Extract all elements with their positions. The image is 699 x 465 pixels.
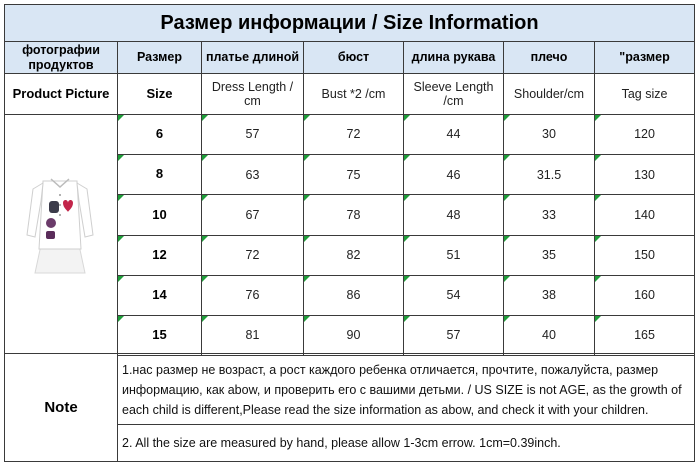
tag-size-cell: 130 <box>594 154 695 195</box>
tag-size-cell: 160 <box>594 275 695 316</box>
size-cell: 14 <box>117 275 202 316</box>
sleeve-length-cell: 54 <box>403 275 504 316</box>
shoulder-cell: 30 <box>503 114 595 155</box>
dress-length-cell: 57 <box>201 114 304 155</box>
header-ru-sleeve: длина рукава <box>403 41 504 74</box>
shoulder-cell: 38 <box>503 275 595 316</box>
header-en-sleeve: Sleeve Length /cm <box>403 73 504 115</box>
header-ru-shoulder: плечо <box>503 41 595 74</box>
sleeve-length-cell: 51 <box>403 235 504 276</box>
shoulder-cell: 40 <box>503 315 595 356</box>
bust-cell: 72 <box>303 114 404 155</box>
size-cell: 8 <box>117 154 202 195</box>
size-cell: 12 <box>117 235 202 276</box>
dress-length-cell: 76 <box>201 275 304 316</box>
bust-cell: 78 <box>303 194 404 235</box>
sleeve-length-cell: 44 <box>403 114 504 155</box>
bust-cell: 82 <box>303 235 404 276</box>
tag-size-cell: 165 <box>594 315 695 356</box>
header-ru-tag: "размер <box>594 41 695 74</box>
product-picture-cell <box>4 114 118 354</box>
header-en-product: Product Picture <box>4 73 118 115</box>
note-label: Note <box>4 353 118 462</box>
shoulder-cell: 31.5 <box>503 154 595 195</box>
product-dress-image <box>5 115 117 353</box>
header-ru-bust: бюст <box>303 41 404 74</box>
shoulder-cell: 35 <box>503 235 595 276</box>
bust-cell: 90 <box>303 315 404 356</box>
dress-length-cell: 67 <box>201 194 304 235</box>
sleeve-length-cell: 48 <box>403 194 504 235</box>
size-cell: 6 <box>117 114 202 155</box>
header-en-size: Size <box>117 73 202 115</box>
size-cell: 10 <box>117 194 202 235</box>
dress-length-cell: 81 <box>201 315 304 356</box>
chart-title: Размер информации / Size Information <box>4 4 695 42</box>
sleeve-length-cell: 46 <box>403 154 504 195</box>
size-cell: 15 <box>117 315 202 356</box>
bust-cell: 86 <box>303 275 404 316</box>
header-ru-product: фотографии продуктов <box>4 41 118 74</box>
header-en-shoulder: Shoulder/cm <box>503 73 595 115</box>
sleeve-length-cell: 57 <box>403 315 504 356</box>
note-text-1: 1.нас размер не возраст, а рост каждого ребенка отличается, прочтите, пожалуйста, размер информацию, как abow, и проверить его с вашими детьми. / US SIZE is not AGE, as the growth of each child is different,Please read the size information as abow, and check it with your children. <box>117 353 695 425</box>
dress-length-cell: 72 <box>201 235 304 276</box>
tag-size-cell: 150 <box>594 235 695 276</box>
header-ru-size: Размер <box>117 41 202 74</box>
header-en-bust: Bust *2 /cm <box>303 73 404 115</box>
header-en-dress-length: Dress Length / cm <box>201 73 304 115</box>
header-en-tag: Tag size <box>594 73 695 115</box>
shoulder-cell: 33 <box>503 194 595 235</box>
bust-cell: 75 <box>303 154 404 195</box>
tag-size-cell: 140 <box>594 194 695 235</box>
header-ru-dress-length: платье длиной <box>201 41 304 74</box>
note-text-2: 2. All the size are measured by hand, please allow 1-3cm errow. 1cm=0.39inch. <box>117 424 695 462</box>
dress-length-cell: 63 <box>201 154 304 195</box>
tag-size-cell: 120 <box>594 114 695 155</box>
